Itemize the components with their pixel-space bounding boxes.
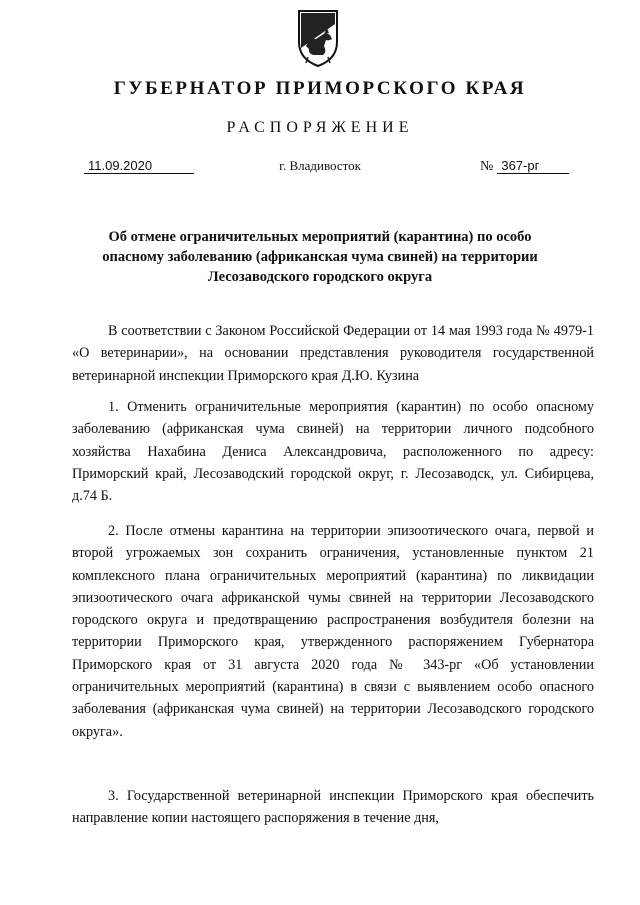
issuer-title: ГУБЕРНАТОР ПРИМОРСКОГО КРАЯ xyxy=(113,78,527,99)
paragraph-item-2 xyxy=(72,520,594,743)
document-number-block xyxy=(480,158,569,175)
paragraph-text: 2. После отмены карантина на территории эпизоотического очага, первой и второй угрожаемых зон сохранить ограничения, установленные пунктом 21 комплексного плана ограничительных мероприятий (карантина) по ликвидации эпизоотического очага африканской чумы свиней на территории Лесозаводского городского округа и предотвращению распространения возбудителя болезни на территории Приморского края, утвержденного распоряжением Губернатора Приморского края от 31 августа 2020 года № 343-рг «Об установлении ограничительных мероприятий (карантина) в связи с выявлением особо опасного заболевания (африканская чума свиней) на территории Лесозаводского городского округа». xyxy=(72,523,594,740)
document-subject: Об отмене ограничительных мероприятий (карантина) по особо опасному заболеванию (африканская чума свиней) на территории Лесозаводского городского округа xyxy=(102,229,538,285)
paragraph-item-3 xyxy=(72,785,594,830)
number-sign: № xyxy=(480,159,494,174)
document-number: 367-рг xyxy=(497,158,569,174)
coat-of-arms-icon xyxy=(296,8,340,68)
paragraph-text: 1. Отменить ограничительные мероприятия (карантин) по особо опасному заболеванию (африканская чума свиней) на территории личного подсобного хозяйства Нахабина Дениса Александровича, расположенного по адресу: Приморский край, Лесозаводский городской округ, г. Лесозаводск, ул. Сибирцева, д.74 Б. xyxy=(72,399,594,505)
document-type: РАСПОРЯЖЕНИЕ xyxy=(226,119,414,136)
document-date: 11.09.2020 xyxy=(84,158,194,174)
paragraph-text: 3. Государственной ветеринарной инспекции Приморского края обеспечить направление копии настоящего распоряжения в течение дня, xyxy=(72,788,594,827)
document-city: г. Владивосток xyxy=(279,158,361,173)
paragraph-preamble xyxy=(72,320,594,387)
paragraph-text: В соответствии с Законом Российской Федерации от 14 мая 1993 года № 4979-1 «О ветеринарии», на основании представления руководителя государственной ветеринарной инспекции Приморского края Д.Ю. Кузина xyxy=(72,323,594,384)
paragraph-item-1 xyxy=(72,396,594,507)
